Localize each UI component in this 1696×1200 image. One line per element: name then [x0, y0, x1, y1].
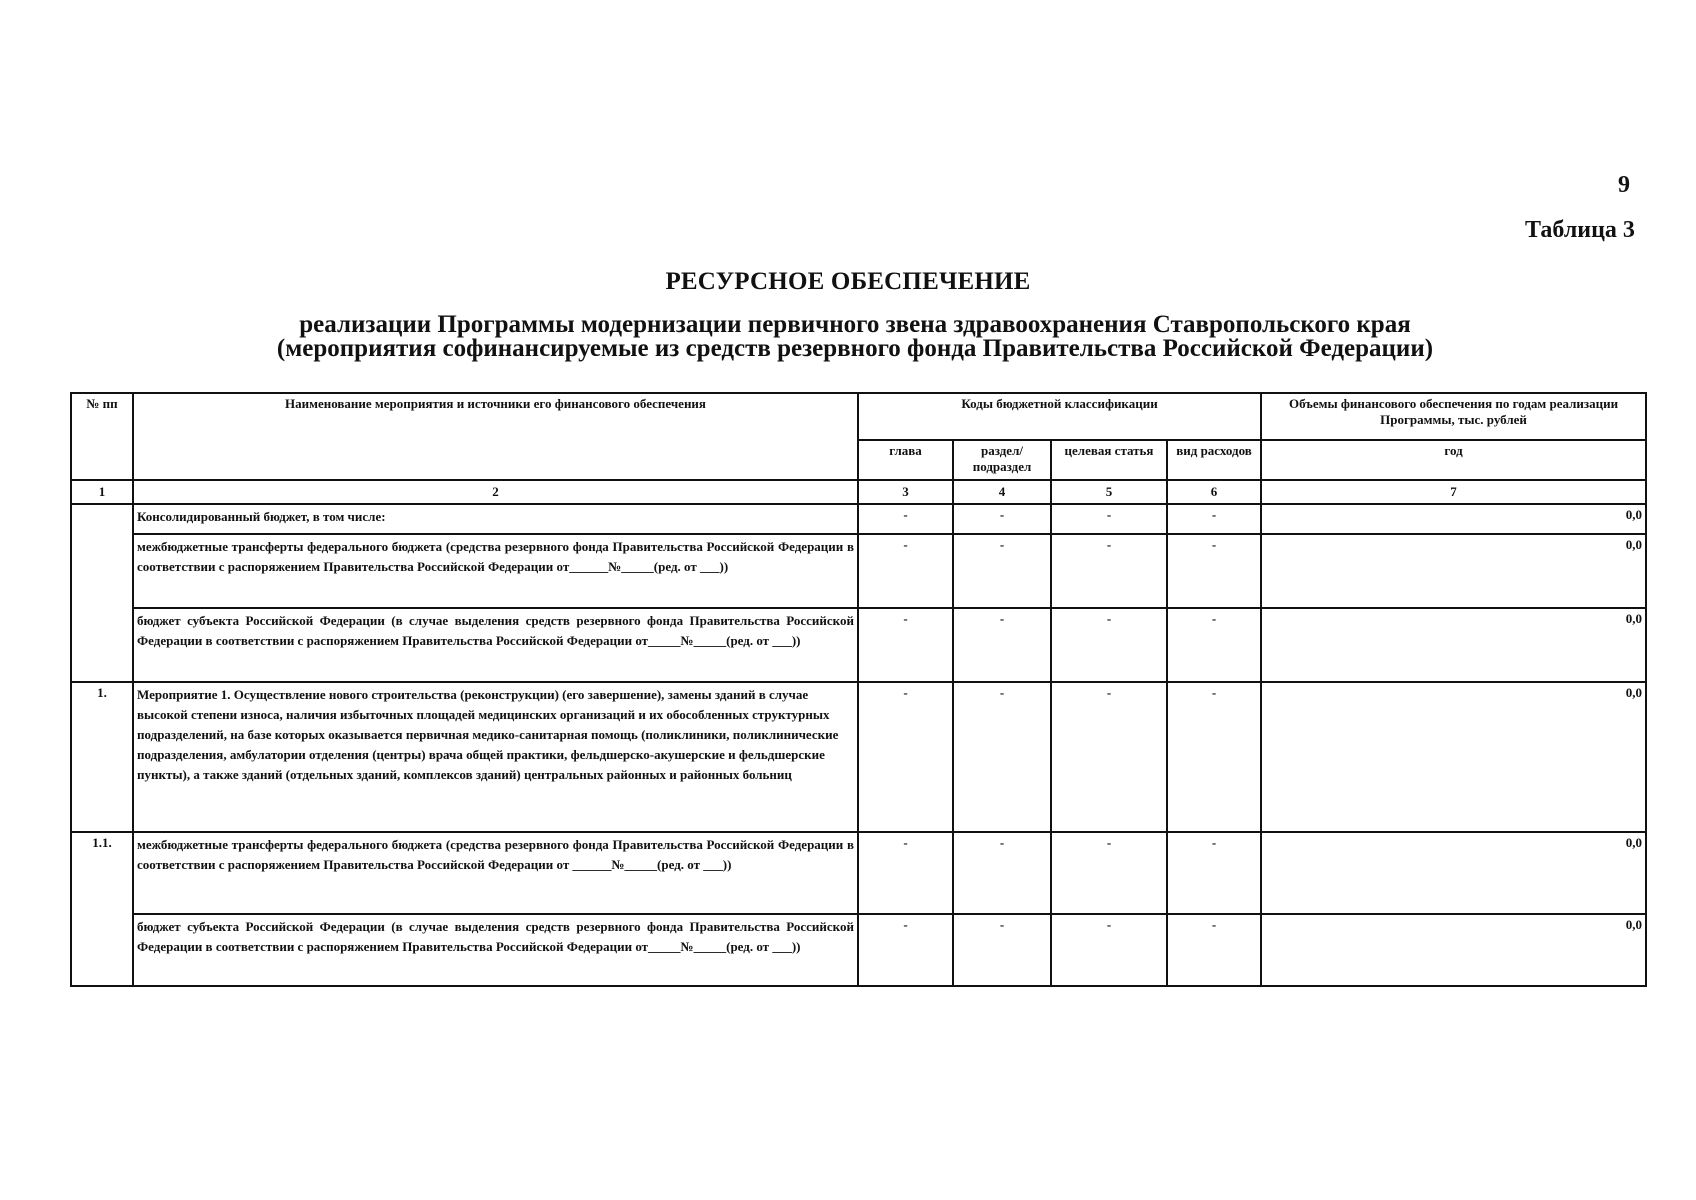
- row-num: 1.1.: [71, 832, 133, 986]
- table-row: [71, 914, 1646, 986]
- row-value: 0,0: [1261, 832, 1646, 914]
- row-glava: -: [858, 914, 953, 986]
- row-statya: -: [1051, 682, 1167, 832]
- subtitle-line-1: реализации Программы модернизации первичного звена здравоохранения Ставропольского края: [299, 311, 1411, 338]
- table-row: [71, 608, 1646, 682]
- row-statya: -: [1051, 914, 1167, 986]
- row-value: 0,0: [1261, 534, 1646, 608]
- row-name: межбюджетные трансферты федерального бюджета (средства резервного фонда Правительства Российской Федерации в соответствии с распоряжением Правительства Российской Федерации от ______№_____(ред. от ___)): [133, 832, 858, 914]
- header-god: год: [1261, 440, 1646, 480]
- document-title: РЕСУРСНОЕ ОБЕСПЕЧЕНИЕ: [665, 268, 1031, 295]
- row-razdel: -: [953, 682, 1051, 832]
- table-row: [71, 832, 1646, 914]
- column-number: 1: [71, 480, 133, 504]
- column-number: 4: [953, 480, 1051, 504]
- row-vid: -: [1167, 534, 1261, 608]
- row-razdel: -: [953, 832, 1051, 914]
- row-num: 1.: [71, 682, 133, 832]
- column-number: 2: [133, 480, 858, 504]
- row-glava: -: [858, 608, 953, 682]
- column-number: 7: [1261, 480, 1646, 504]
- row-statya: -: [1051, 832, 1167, 914]
- document-subtitle: [0, 313, 1696, 361]
- row-value: 0,0: [1261, 608, 1646, 682]
- subtitle-line-2: (мероприятия софинансируемые из средств резервного фонда Правительства Российской Федерации): [276, 335, 1434, 362]
- header-volumes: Объемы финансового обеспечения по годам реализации Программы, тыс. рублей: [1261, 393, 1646, 440]
- row-value: 0,0: [1261, 914, 1646, 986]
- row-statya: -: [1051, 608, 1167, 682]
- header-razdel: раздел/ подраздел: [953, 440, 1051, 480]
- row-num: [71, 504, 133, 682]
- row-vid: -: [1167, 504, 1261, 534]
- row-vid: -: [1167, 608, 1261, 682]
- row-name: бюджет субъекта Российской Федерации (в случае выделения средств резервного фонда Правительства Российской Федерации в соответствии с распоряжением Правительства Российской Федерации от_____№_____(ред. от ___)): [133, 608, 858, 682]
- row-glava: -: [858, 832, 953, 914]
- row-vid: -: [1167, 832, 1261, 914]
- row-razdel: -: [953, 534, 1051, 608]
- header-glava: глава: [858, 440, 953, 480]
- table-row: [71, 504, 1646, 534]
- row-statya: -: [1051, 504, 1167, 534]
- header-name: Наименование мероприятия и источники его финансового обеспечения: [133, 393, 858, 480]
- header-num: № пп: [71, 393, 133, 480]
- column-number: 6: [1167, 480, 1261, 504]
- row-vid: -: [1167, 682, 1261, 832]
- table-row: [71, 682, 1646, 832]
- row-name: Консолидированный бюджет, в том числе:: [133, 504, 858, 534]
- row-name: Мероприятие 1. Осуществление нового строительства (реконструкции) (его завершение), замены зданий в случае высокой степени износа, наличия избыточных площадей медицинских организаций и их обособленных структурных подразделений, на базе которых оказывается первичная медико-санитарная помощь (поликлиники, поликлинические подразделения, амбулатории отделения (центры) врача общей практики, фельдшерско-акушерские и фельдшерские пункты), а также зданий (отдельных зданий, комплексов зданий) центральных районных и районных больниц: [133, 682, 858, 832]
- row-glava: -: [858, 682, 953, 832]
- column-number: 3: [858, 480, 953, 504]
- row-glava: -: [858, 504, 953, 534]
- column-number: 5: [1051, 480, 1167, 504]
- page-number: 9: [1618, 172, 1630, 198]
- column-numbers-row: [71, 480, 1646, 504]
- row-glava: -: [858, 534, 953, 608]
- header-codes: Коды бюджетной классификации: [858, 393, 1261, 440]
- row-name: межбюджетные трансферты федерального бюджета (средства резервного фонда Правительства Российской Федерации в соответствии с распоряжением Правительства Российской Федерации от______№_____(ред. от ___)): [133, 534, 858, 608]
- row-value: 0,0: [1261, 504, 1646, 534]
- row-razdel: -: [953, 608, 1051, 682]
- table-caption: Таблица 3: [1525, 217, 1635, 243]
- row-value: 0,0: [1261, 682, 1646, 832]
- row-vid: -: [1167, 914, 1261, 986]
- table-row: [71, 534, 1646, 608]
- row-statya: -: [1051, 534, 1167, 608]
- row-razdel: -: [953, 504, 1051, 534]
- row-razdel: -: [953, 914, 1051, 986]
- resource-table: [70, 392, 1647, 987]
- row-name: бюджет субъекта Российской Федерации (в случае выделения средств резервного фонда Правительства Российской Федерации в соответствии с распоряжением Правительства Российской Федерации от_____№_____(ред. от ___)): [133, 914, 858, 986]
- header-vid: вид расходов: [1167, 440, 1261, 480]
- header-statya: целевая статья: [1051, 440, 1167, 480]
